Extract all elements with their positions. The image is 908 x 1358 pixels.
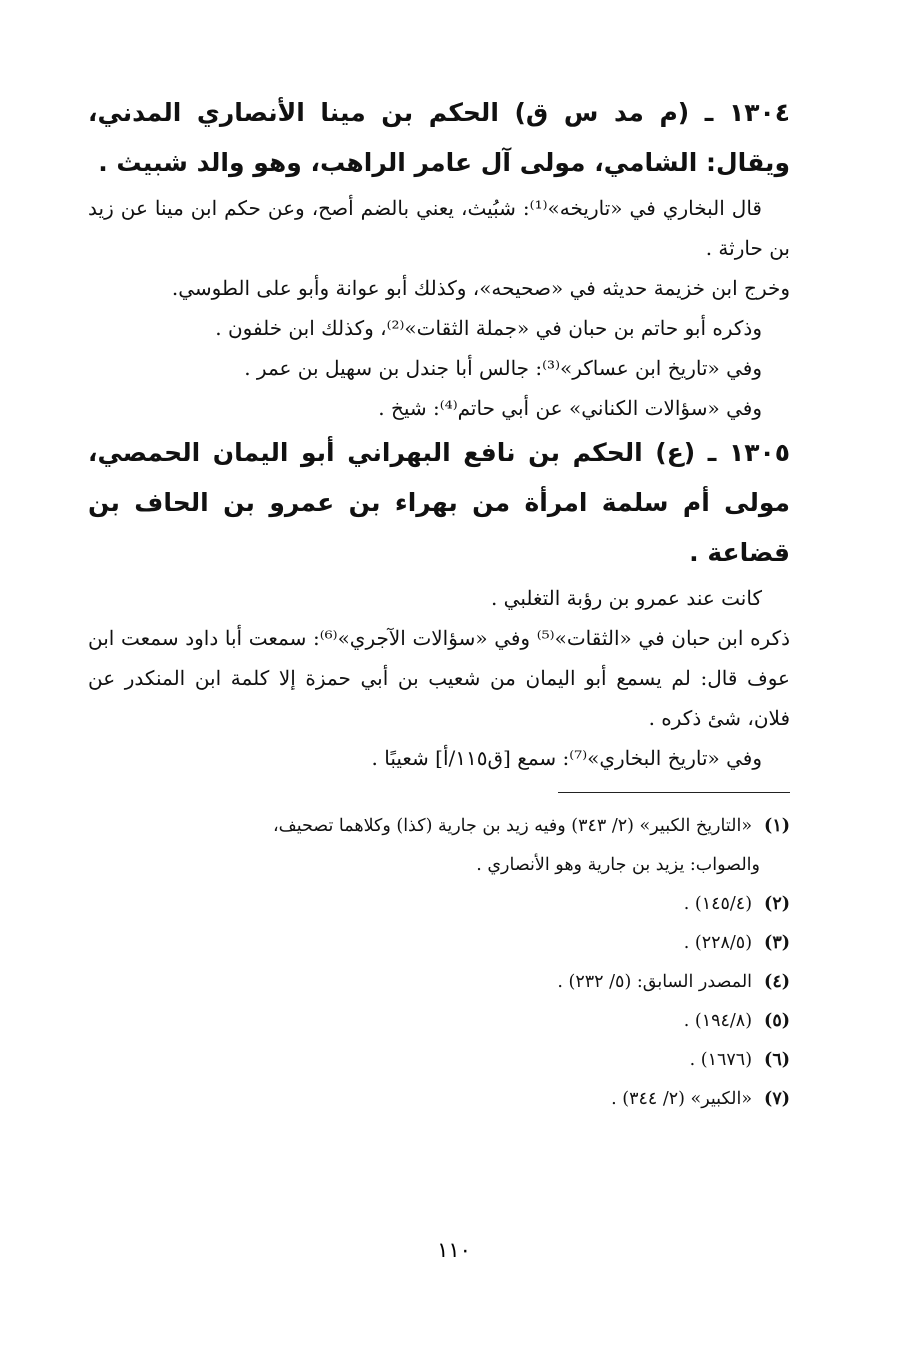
entry-1304-paragraph: وفي «سؤالات الكناني» عن أبي حاتم⁽⁴⁾: شيخ . — [378, 396, 762, 420]
footnote-text: (١٦٧٦) . — [689, 1050, 753, 1070]
footnote — [88, 1041, 790, 1080]
footnote-separator-wrap — [88, 792, 790, 793]
footnote-text: (٢٢٨/٥) . — [683, 933, 753, 953]
footnote — [88, 1002, 790, 1041]
entry-1305-paragraph: كانت عند عمرو بن رؤبة التغلبي . — [490, 586, 762, 610]
entry-1304-paragraph: وخرج ابن خزيمة حديثه في «صحيحه»، وكذلك أبو عوانة وأبو على الطوسي. — [171, 276, 790, 300]
entry-heading-1304: ١٣٠٤ ـ (م مد س ق) الحكم بن مينا الأنصاري المدني، ويقال: الشامي، مولى آل عامر الراهب، وهو والد شبيث . — [88, 98, 790, 177]
entry-1305-paragraph: ذكره ابن حبان في «الثقات»⁽⁵⁾ وفي «سؤالات الآجري»⁽⁶⁾: سمعت أبا داود سمعت ابن عوف قال: لم يسمع أبو اليمان من شعيب بن أبي حمزة إلا كلمة ابن المنكدر عن فلان، شئ ذكره . — [88, 626, 791, 730]
footnote-text: «التاريخ الكبير» (٢/ ٣٤٣) وفيه زيد بن جارية (كذا) وكلاهما تصحيف، — [272, 816, 753, 836]
entry-1304-paragraph: وفي «تاريخ ابن عساكر»⁽³⁾: جالس أبا جندل بن سهيل بن عمر . — [244, 356, 762, 380]
footnote-number: (٣) — [764, 933, 790, 953]
entry-1305-paragraph: وفي «تاريخ البخاري»⁽⁷⁾: سمع [ق١١٥/أ] شعيبًا . — [371, 746, 762, 770]
footnote-text: (١٤٥/٤) . — [683, 894, 753, 914]
footnote — [88, 924, 790, 963]
footnote — [88, 1080, 790, 1119]
footnote — [88, 963, 790, 1002]
footnote — [88, 807, 790, 846]
footnote — [88, 885, 790, 924]
footnotes — [88, 807, 790, 1119]
footnote-number: (٧) — [764, 1089, 790, 1109]
page-body — [88, 88, 790, 1119]
footnote-number: (٢) — [764, 894, 790, 914]
footnote-number: (٥) — [764, 1011, 790, 1031]
entry-1304-paragraph: وذكره أبو حاتم بن حبان في «جملة الثقات»⁽²⁾، وكذلك ابن خلفون . — [215, 316, 762, 340]
footnote-text: المصدر السابق: (٥/ ٢٣٢) . — [557, 972, 753, 992]
footnote-number: (٤) — [764, 972, 790, 992]
entry-1304-paragraph: قال البخاري في «تاريخه»⁽¹⁾: شبُيث، يعني بالضم أصح، وعن حكم ابن مينا عن زيد بن حارثة . — [88, 196, 790, 260]
footnote-number: (١) — [764, 816, 790, 836]
footnote-number: (٦) — [764, 1050, 790, 1070]
footnote-continuation: والصواب: يزيد بن جارية وهو الأنصاري . — [476, 855, 760, 875]
footnote-text: «الكبير» (٢/ ٣٤٤) . — [611, 1089, 753, 1109]
entry-heading-1305: ١٣٠٥ ـ (ع) الحكم بن نافع البهراني أبو اليمان الحمصي، مولى أم سلمة امرأة من بهراء بن عمرو بن الحاف بن قضاعة . — [88, 438, 790, 567]
footnote-separator — [558, 792, 790, 793]
footnote-text: (١٩٤/٨) . — [683, 1011, 753, 1031]
page-number: ١١٠ — [437, 1238, 471, 1262]
